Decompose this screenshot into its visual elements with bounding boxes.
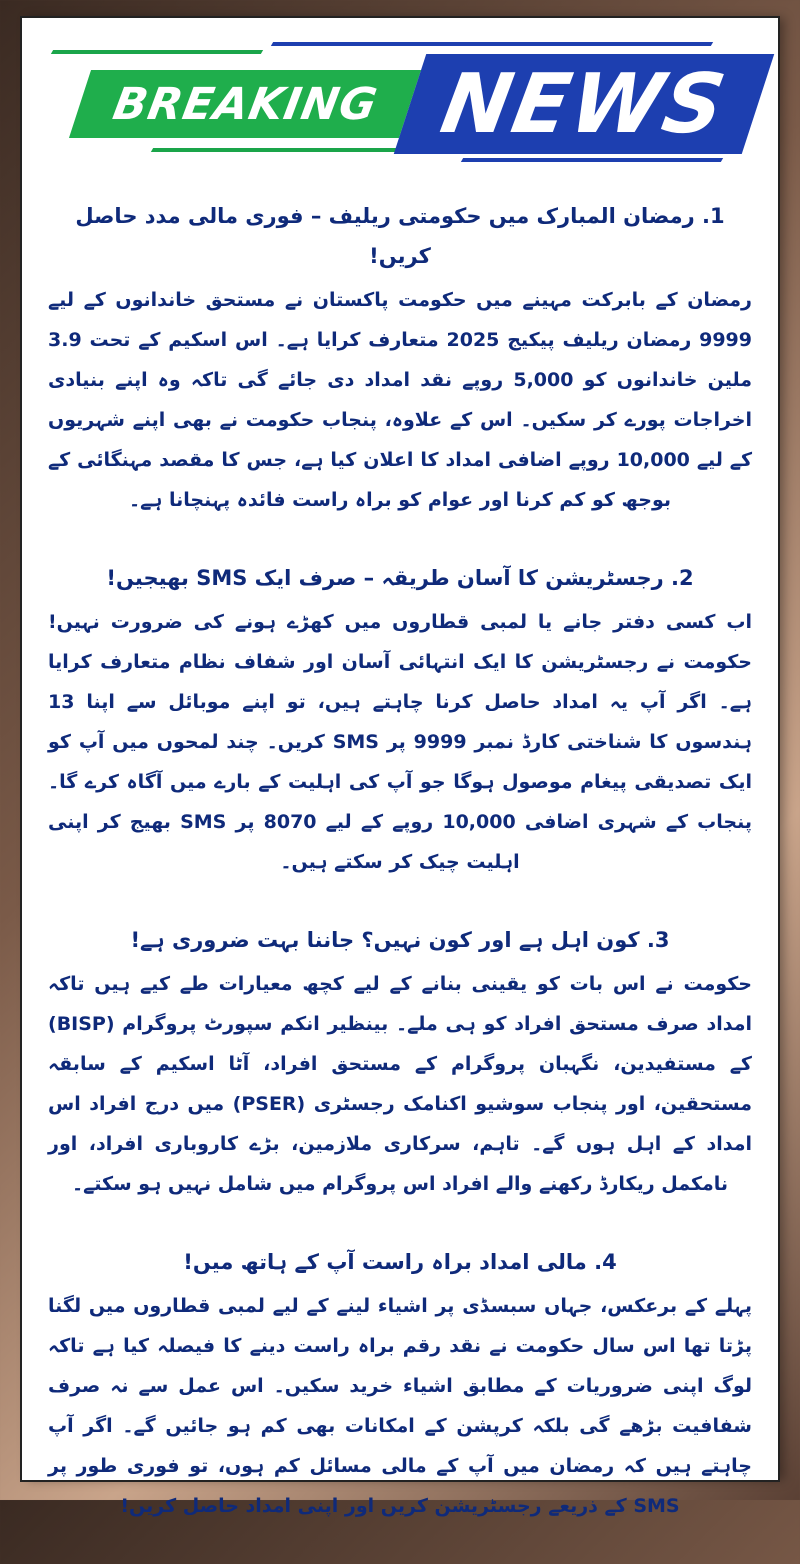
news-label-box (394, 54, 774, 154)
section-body: رمضان کے بابرکت مہینے میں حکومت پاکستان نے مستحق خاندانوں کے لیے 9999 رمضان ریلیف پیکیج 2025 متعارف کرایا ہے۔ اس اسکیم کے تحت 3.9 ملین خاندانوں کو 5,000 روپے نقد امداد دی جائے گی تاکہ وہ اپنے بنیادی اخراجات پورے کر سکیں۔ اس کے علاوہ، پنجاب حکومت نے بھی اپنے شہریوں کے لیے 10,000 روپے اضافی امداد کا اعلان کیا ہے، جس کا مقصد مہنگائی کے بوجھ کو کم کرنا اور عوام کو براہ راست فائدہ پہنچانا ہے۔ (48, 289, 752, 511)
news-card (22, 18, 778, 1517)
article-section (48, 558, 752, 882)
section-body: حکومت نے اس بات کو یقینی بنانے کے لیے کچھ معیارات طے کیے ہیں تاکہ امداد صرف مستحق افراد کو ہی ملے۔ بینظیر انکم سپورٹ پروگرام (BISP) کے مستفیدین، نگہبان پروگرام کے مستحق افراد، آٹا اسکیم کے سابقہ مستحقین، اور پنجاب سوشیو اکنامک رجسٹری (PSER) میں درج افراد اس امداد کے اہل ہوں گے۔ تاہم، سرکاری ملازمین، بڑے کاروباری افراد، اور نامکمل ریکارڈ رکھنے والے افراد اس پروگرام میں شامل نہیں ہو سکتے۔ (48, 973, 752, 1195)
breaking-label-box (69, 70, 421, 138)
banner-stripe (271, 42, 713, 46)
article-section (48, 1242, 752, 1526)
breaking-news-banner (22, 18, 778, 178)
section-body: اب کسی دفتر جانے یا لمبی قطاروں میں کھڑے ہونے کی ضرورت نہیں! حکومت نے رجسٹریشن کا ایک انتہائی آسان اور شفاف نظام متعارف کرایا ہے۔ اگر آپ یہ امداد حاصل کرنا چاہتے ہیں، تو اپنے موبائل سے اپنا 13 ہندسوں کا شناختی کارڈ نمبر 9999 پر SMS کریں۔ چند لمحوں میں آپ کو ایک تصدیقی پیغام موصول ہوگا جو آپ کی اہلیت کے بارے میں آگاہ کرے گا۔ پنجاب کے شہری اضافی 10,000 روپے کے لیے 8070 پر SMS بھیج کر اپنی اہلیت چیک کر سکتے ہیں۔ (48, 611, 752, 873)
article-section (48, 196, 752, 520)
article-content (48, 196, 752, 1564)
news-label: NEWS (434, 56, 734, 152)
banner-stripe (51, 50, 263, 54)
breaking-label: BREAKING (109, 78, 381, 130)
section-heading: 2. رجسٹریشن کا آسان طریقہ – صرف ایک SMS بھیجیں! (106, 566, 694, 590)
section-heading: 4. مالی امداد براہ راست آپ کے ہاتھ میں! (183, 1250, 617, 1274)
banner-stripe (461, 158, 723, 162)
article-section (48, 920, 752, 1204)
section-heading: 1. رمضان المبارک میں حکومتی ریلیف – فوری مالی مدد حاصل کریں! (75, 204, 725, 268)
section-heading: 3. کون اہل ہے اور کون نہیں؟ جاننا بہت ضروری ہے! (130, 928, 670, 952)
section-body: پہلے کے برعکس، جہاں سبسڈی پر اشیاء لینے کے لیے لمبی قطاروں میں لگنا پڑتا تھا اس سال حکومت نے نقد رقم براہ راست دینے کا فیصلہ کیا ہے تاکہ لوگ اپنی ضروریات کے مطابق اشیاء خرید سکیں۔ اس عمل سے نہ صرف شفافیت بڑھے گی بلکہ کرپشن کے امکانات بھی کم ہو جائیں گے۔ اگر آپ چاہتے ہیں کہ رمضان میں آپ کے مالی مسائل کم ہوں، تو فوری طور پر SMS کے ذریعے رجسٹریشن کریں اور اپنی امداد حاصل کریں! (48, 1295, 752, 1517)
